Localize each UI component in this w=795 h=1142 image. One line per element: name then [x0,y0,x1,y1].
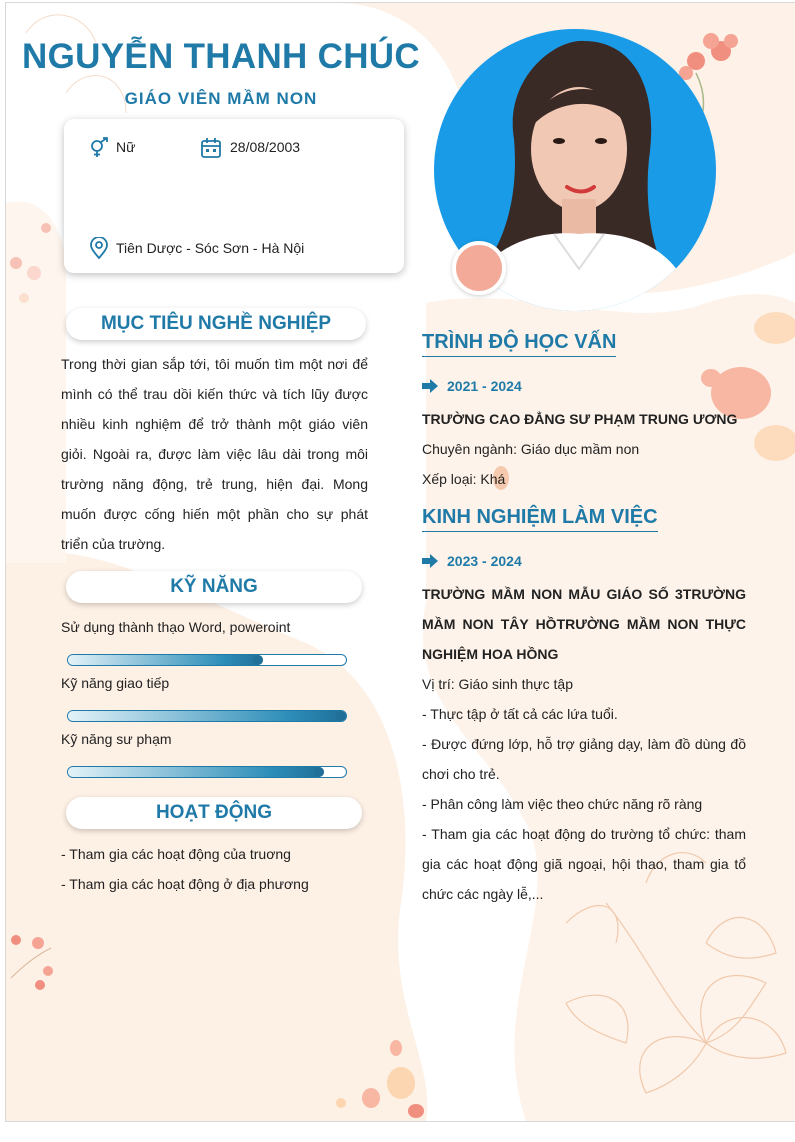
skill-bar-fill [68,767,324,777]
activity-item: - Tham gia các hoạt động của truơng [61,846,291,862]
skill-label: Sử dụng thành thạo Word, poweroint [61,619,291,635]
skill-bar-knob [314,767,324,777]
address-value: Tiên Dược - Sóc Sơn - Hà Nội [116,240,305,256]
experience-period: 2023 - 2024 [447,553,522,569]
experience-position: Vị trí: Giáo sinh thực tập [422,676,573,692]
experience-duty: - Được đứng lớp, hỗ trợ giảng dạy, làm đồ dùng đồ chơi cho trẻ. [422,736,746,782]
skills-heading: KỸ NĂNG [66,571,362,603]
activity-item: - Tham gia các hoạt động ở địa phương [61,876,309,892]
skill-bar [67,710,347,722]
gender-icon [88,137,110,164]
calendar-icon [200,137,222,164]
experience-heading: KINH NGHIỆM LÀM VIỆC [422,506,658,532]
activities-heading: HOẠT ĐỘNG [66,797,362,829]
birthdate-value: 28/08/2003 [230,139,301,155]
cv-page [5,2,795,1122]
experience-duty: - Phân công làm việc theo chức năng rõ ràng [422,796,703,812]
location-pin-icon [88,237,110,264]
personal-info-card [64,119,404,273]
decorative-dot [452,241,506,295]
skill-bar-knob [253,655,263,665]
experience-company: TRƯỜNG MẦM NON MẪU GIÁO SỐ 3TRƯỜNG MẦM NON TÂY HỒTRƯỜNG MẦM NON THỰC NGHIỆM HOA HỒNG [422,586,746,662]
skill-bar-fill [68,655,263,665]
education-grade: Xếp loại: Khá [422,471,506,487]
skill-label: Kỹ năng sư phạm [61,731,172,747]
education-period: 2021 - 2024 [447,378,522,394]
education-school: TRƯỜNG CAO ĐẲNG SƯ PHẠM TRUNG ƯƠNG [422,411,738,427]
skill-bar-fill [68,711,346,721]
education-major: Chuyên ngành: Giáo dục mầm non [422,441,640,457]
experience-duty: - Tham gia các hoạt động do trường tổ chức: tham gia các hoạt động giã ngoại, hội thao, tham gia tổ chức các ngày lễ,... [422,826,746,902]
candidate-name: NGUYỄN THANH CHÚC [22,37,420,76]
education-heading: TRÌNH ĐỘ HỌC VẤN [422,331,616,357]
skill-bar-knob [336,711,346,721]
skill-bar [67,766,347,778]
objective-text: Trong thời gian sắp tới, tôi muốn tìm một nơi để mình có thể trau dồi kiến thức và tích lũy được nhiều kinh nghiệm để trở thành một giáo viên giỏi. Ngoài ra, được làm việc lâu dài trong môi trường năng động, trẻ trung, hiện đại. Mong muốn được cống hiến một phần cho sự phát triển của trường. [61,356,368,552]
experience-duty: - Thực tập ở tất cả các lứa tuổi. [422,706,618,722]
arrow-right-icon [422,379,438,398]
candidate-role: GIÁO VIÊN MẦM NON [124,89,318,108]
skill-bar [67,654,347,666]
skill-label: Kỹ năng giao tiếp [61,675,170,691]
gender-value: Nữ [116,139,136,155]
arrow-right-icon [422,554,438,573]
objective-heading: MỤC TIÊU NGHỀ NGHIỆP [66,308,366,340]
